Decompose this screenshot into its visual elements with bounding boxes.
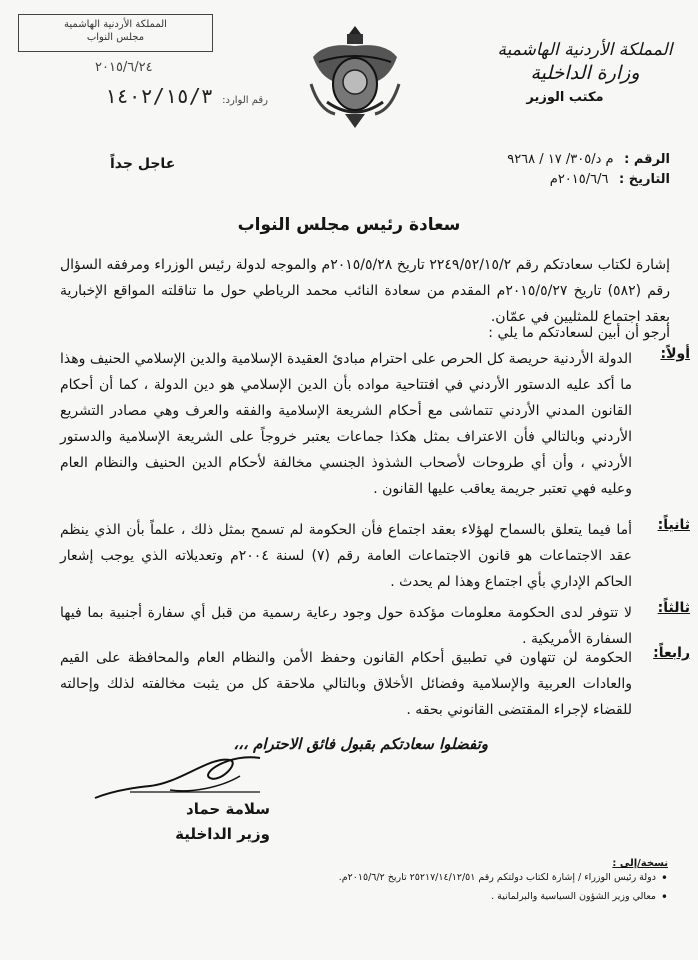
received-stamp [18,14,213,52]
closing-line: وتفضلوا سعادتكم بقبول فائق الاحترام ،،، [233,735,488,753]
reference-number-value: م د/٣٠٥/ ١٧ / ٩٢٦٨ [507,152,614,167]
office-name: مكتب الوزير [526,90,604,105]
item-text: الدولة الأردنية حريصة كل الحرص على احترام مبادئ العقيدة الإسلامية والدين الإسلامي الحنيف وهذا ما أكد عليه الدستور الأردني في افتتاحية مواده بأن الدين الإسلامي هو دين الدولة ، كما أن أحكام القانون المدني الأردني تتماشى مع أحكام الشريعة الإسلامية والفقه والعرف وهي مصادر التشريع الأردني وبالتالي فأن الاعتراف بمثل هكذا جماعات يعتبر خروجاً على الشريعة الإسلامية والدستور الأردني ، وأن أي طروحات لأصحاب الشذوذ الجنسي مخالفة لأحكام الدين الحنيف والنظام العام وعليه فهي تعتبر جريمة يعاقب عليها القانون . [60,351,632,497]
item-label: ثالثاً: [657,600,690,616]
intro-paragraph: إشارة لكتاب سعادتكم رقم ٢٢٤٩/٥٢/١٥/٢ تاريخ ٢٠١٥/٥/٢٨م والموجه لدولة رئيس الوزراء ومرفقه السؤال رقم (٥٨٢) تاريخ ٢٠١٥/٥/٢٧م المقدم من سعادة النائب محمد الرياطي حول ما تناقلته المواقع الإخبارية بعقد اجتماع للمثليين في عمّان. [60,257,671,325]
reference-date-value: ٢٠١٥/٦/٦م [549,172,609,187]
stamp-number-label: رقم الوارد: [222,95,268,106]
item-label: ثانياً: [657,517,690,533]
item-label: أولاً: [660,346,690,362]
reference-number [507,152,670,167]
ministry-name: وزارة الداخلية [530,62,640,84]
urgent-label: عاجل جداً [110,156,176,172]
list-item [60,645,690,723]
letterhead [490,40,680,105]
signatory-name: سلامة حماد [186,800,270,818]
stamp-number [28,84,268,108]
stamp-date: ٢٠١٥/٦/٢٤ [95,60,153,75]
cc-item: • معالي وزير الشؤون السياسية والبرلمانية . [268,891,668,902]
stamp-line-2: مجلس النواب [86,32,145,43]
salutation: سعادة رئيس مجلس النواب [237,215,461,235]
item-text: لا تتوفر لدى الحكومة معلومات مؤكدة حول وجود رعاية رسمية من قبل أي سفارة أجنبية بما فيها السفارة الأمريكية . [60,605,632,647]
stamp-line-1: المملكة الأردنية الهاشمية [64,19,167,30]
preface: أرجو أن أبين لسعادتكم ما يلي : [488,325,670,341]
kingdom-name: المملكة الأردنية الهاشمية [497,40,673,60]
signature-icon [90,748,270,803]
item-text: الحكومة لن تتهاون في تطبيق أحكام القانون وحفظ الأمن والنظام العام والمحافظة على القيم والعادات العربية والإسلامية وفضائل الأخلاق وبالتالي ملاحقة كل من يثبت مخالفته لذلك وإحالته للقضاء لإجراء المقتضى القانوني بحقه . [60,650,632,718]
item-label: رابعاً: [653,645,690,661]
cc-label: نسخة/إلى : [612,858,668,869]
list-item [60,517,690,595]
cc-item: • دولة رئيس الوزراء / إشارة لكتاب دولتكم رقم ٢٥٢١٧/١٤/١٢/٥١ تاريخ ٢٠١٥/٦/٢م. [268,872,668,883]
cc-list [268,872,668,910]
reference-date-label: التاريخ : [619,172,670,187]
reference-date [550,172,670,187]
stamp-number-value: ١٤٠٢/١٥/٣ [104,84,213,108]
reference-number-label: الرقم : [624,152,670,167]
signatory-title: وزير الداخلية [175,825,270,843]
coat-of-arms-icon [305,22,405,132]
item-text: أما فيما يتعلق بالسماح لهؤلاء بعقد اجتماع فأن الحكومة لم تسمح بمثل ذلك ، علماً بأن الذي ينظم عقد الاجتماعات هو قانون الاجتماعات العامة رقم (٧) لسنة ٢٠٠٤م وتعديلاته الذي يوجب إشعار الحاكم الإداري بأي اجتماع وهذا لم يحدث . [60,522,632,590]
list-item [60,346,690,502]
